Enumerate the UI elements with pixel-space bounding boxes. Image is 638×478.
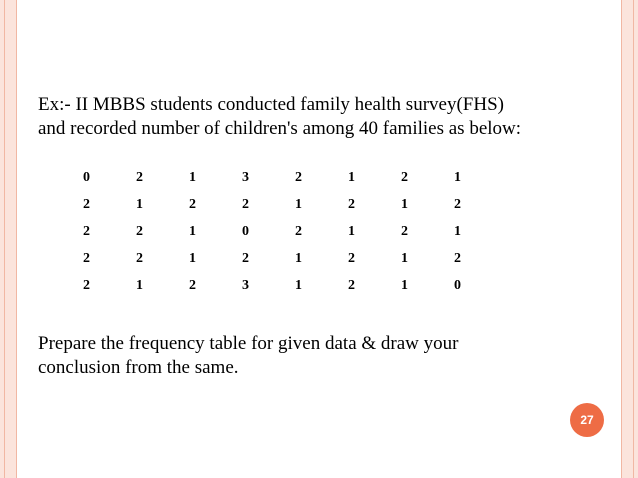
data-cell: 2 — [348, 277, 355, 293]
data-cell: 2 — [454, 250, 461, 266]
data-cell: 1 — [189, 169, 196, 185]
intro-line-1: Ex:- II MBBS students conducted family health survey(FHS) — [38, 94, 504, 115]
data-cell: 2 — [401, 223, 408, 239]
data-cell: 1 — [189, 250, 196, 266]
data-cell: 2 — [295, 169, 302, 185]
left-frame-line — [4, 0, 5, 478]
data-cell: 2 — [189, 196, 196, 212]
data-cell: 3 — [242, 169, 249, 185]
data-cell: 1 — [295, 277, 302, 293]
data-cell: 1 — [454, 169, 461, 185]
data-cell: 2 — [348, 196, 355, 212]
page-number-badge: 27 — [570, 403, 604, 437]
data-cell: 2 — [401, 169, 408, 185]
data-cell: 2 — [136, 223, 143, 239]
data-cell: 1 — [401, 277, 408, 293]
data-cell: 1 — [295, 250, 302, 266]
outro-line-2: conclusion from the same. — [38, 357, 239, 378]
data-cell: 2 — [242, 250, 249, 266]
right-frame-line — [633, 0, 634, 478]
data-cell: 2 — [136, 250, 143, 266]
right-border-decoration — [621, 0, 638, 478]
data-table-body — [60, 164, 484, 299]
data-cell: 1 — [454, 223, 461, 239]
data-cell: 1 — [189, 223, 196, 239]
data-cell: 1 — [401, 196, 408, 212]
data-cell: 2 — [136, 169, 143, 185]
data-cell: 3 — [242, 277, 249, 293]
data-cell: 1 — [295, 196, 302, 212]
data-cell: 1 — [348, 223, 355, 239]
data-cell: 0 — [454, 277, 461, 293]
data-row — [60, 191, 484, 218]
data-cell: 2 — [454, 196, 461, 212]
data-cell: 2 — [83, 277, 90, 293]
left-border-decoration — [0, 0, 17, 478]
data-row — [60, 272, 484, 299]
data-cell: 2 — [348, 250, 355, 266]
data-cell: 2 — [242, 196, 249, 212]
data-cell: 2 — [83, 196, 90, 212]
data-row — [60, 245, 484, 272]
data-cell: 2 — [83, 250, 90, 266]
data-cell: 1 — [136, 196, 143, 212]
intro-line-2: and recorded number of children's among 40 families as below: — [38, 118, 522, 139]
problem-statement — [38, 93, 598, 141]
data-cell: 1 — [136, 277, 143, 293]
outro-line-1: Prepare the frequency table for given data & draw your — [38, 333, 459, 354]
children-count-data-table — [60, 164, 484, 299]
data-cell: 2 — [189, 277, 196, 293]
data-cell: 2 — [295, 223, 302, 239]
data-row — [60, 218, 484, 245]
data-cell: 0 — [83, 169, 90, 185]
data-cell: 1 — [401, 250, 408, 266]
task-instruction — [38, 332, 598, 380]
data-cell: 2 — [83, 223, 90, 239]
data-row — [60, 164, 484, 191]
data-cell: 1 — [348, 169, 355, 185]
data-cell: 0 — [242, 223, 249, 239]
